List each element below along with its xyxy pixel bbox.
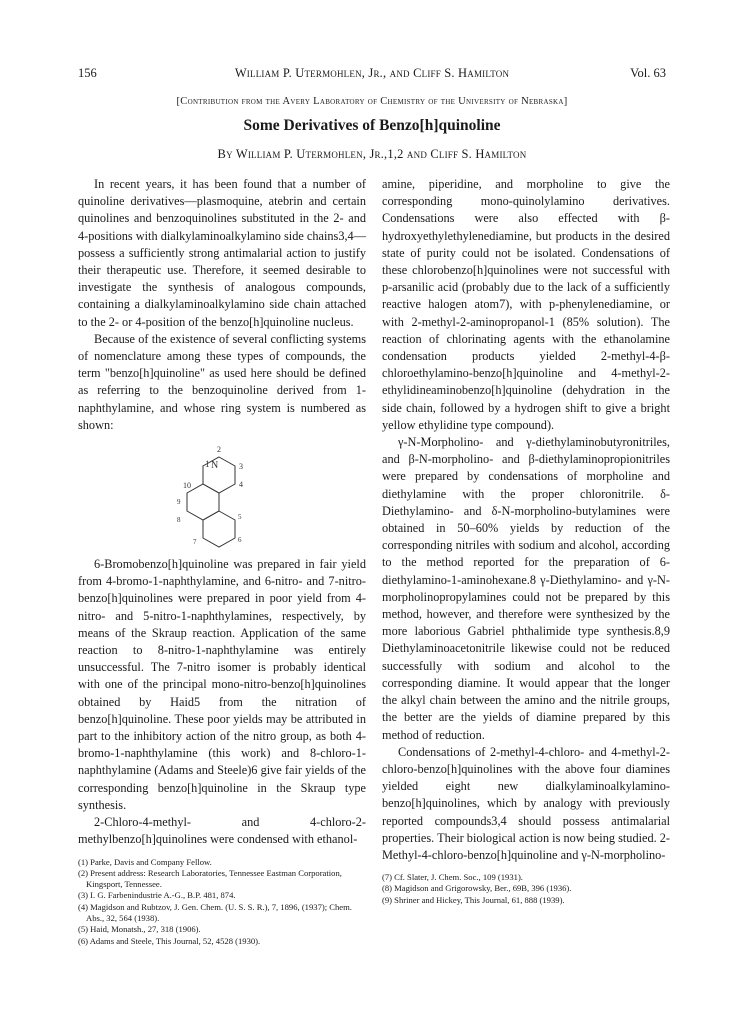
- label-5: 5: [238, 513, 242, 522]
- paragraph-nomenclature: Because of the existence of several conflicting systems of nomenclature among these types of compounds, the term "benzo[h]quinoline" as used here should be defined as referring to the benzoquinoline derived from 1-naphthylamine, and whose ring system is numbered as shown:: [78, 331, 366, 432]
- label-3: 3: [239, 462, 243, 472]
- footnote: (8) Magidson and Grigorowsky, Ber., 69B, 396 (1936).: [382, 883, 572, 894]
- ring-middle: [187, 484, 219, 520]
- paragraph-intro: In recent years, it has been found that a number of quinoline derivatives—plasmoquine, atebrin and certain quinolines and benzoquinolines substituted in the 2- and 4-positions with dialkylaminoalkylamino side chains3,4—possess a sufficiently strong antimalarial action to justify their therapeutic use. Therefore, it seemed desirable to investigate the synthesis of analogous compounds, containing a dialkylaminoalkylamino side chain attached to the 2- or 4-position of the benzo[h]quinoline nucleus.: [78, 177, 366, 329]
- label-4: 4: [239, 480, 243, 490]
- footnote: (6) Adams and Steele, This Journal, 52, 4528 (1930).: [78, 935, 261, 946]
- footnote: (5) Haid, Monatsh., 27, 318 (1906).: [78, 924, 201, 935]
- label-8: 8: [177, 516, 181, 525]
- ring-bottom: [203, 511, 235, 547]
- paragraph-condensations: Condensations of 2-methyl-4-chloro- and 4-methyl-2-chloro-benzo[h]quinolines with the above four diamines yielded eight new dialkylaminoalkylamino-benzo[h]quinolines, which by analogy with previously reported compounds3,4 should possess antimalarial properties. Their biological action is now being studied. 2-Methyl-4-chloro-benzo[h]quinoline and γ-N-morpholino-: [382, 744, 671, 862]
- label-9: 9: [177, 498, 181, 507]
- footnote: (2) Present address: Research Laboratories, Tennessee Eastman Corporation, Kingsport, Tennessee.: [78, 867, 342, 890]
- running-header: [78, 66, 666, 82]
- paragraph-continuation: amine, piperidine, and morpholine to give the corresponding mono-quinolylamino derivatives. Condensations were also effected with β-hydroxyethylethylenediamine, but products in the desired state of purity could not be isolated. Condensations of these chlorobenzo[h]quinolines were not successful with p-arsanilic acid (probably due to the lack of a sufficiently reactive halogen atom7), with p-phenylenediamine, or with 2-methyl-2-aminopropanol-1 (85% solution). The reaction of chlorinating agents with the ethanolamine condensation products yielded 2-methyl-4-β-chloroethylamino-benzo[h]quinoline and 4-methyl-2-ethylidineaminobenzo[h]quinoline (dehydration in the side chain, followed by a hydrogen shift to give a bright yellow ethylidine type compound).: [382, 177, 670, 432]
- page-number: 156: [78, 66, 97, 80]
- footnote: (4) Magidson and Rubtzov, J. Gen. Chem. (U. S. S. R.), 7, 1896, (1937); Chem. Abs., 32, 564 (1938).: [78, 901, 352, 923]
- footnote: (7) Cf. Slater, J. Chem. Soc., 109 (1931).: [382, 872, 523, 883]
- label-n: N: [211, 460, 219, 472]
- footnotes-left: [78, 857, 366, 947]
- left-column: [78, 176, 366, 947]
- benzoquinoline-structure-diagram: [167, 440, 277, 552]
- paragraph-nitriles: γ-N-Morpholino- and γ-diethylaminobutyronitriles, and β-N-morpholino- and β-diethylaminopropionitriles were prepared by condensations of morpholine and diethylamine with the proper chloronitrile. δ-Diethylamino- and δ-N-morpholino-butylamines were obtained in 50–60% yields by reduction of the corresponding nitriles with sodium and alcohol, according to the method reported for the preparation of 6-diethylamino-1-aminohexane.8 γ-Diethylamino- and γ-N-morpholinopropylamines could not be prepared by this method, however, and therefore were synthesized by the more laborious Gabriel phthalimide type synthesis.8,9 Diethylaminoacetonitrile likewise could not be reduced successfully with sodium and alcohol to the corresponding diamine. It would appear that the longer the alkyl chain between the amino and the nitrile groups, the better are the yields of diamine prepared by this method of reduction.: [382, 435, 670, 742]
- paragraph-skraup: 6-Bromobenzo[h]quinoline was prepared in fair yield from 4-bromo-1-naphthylamine, and 6-nitro- and 7-nitro-benzo[h]quinolines were prepared in poor yield from 4-nitro- and 5-nitro-1-naphthylamines, respectively, by means of the Skraup reaction. Application of the same reaction to 8-nitro-1-naphthylamine was entirely unsuccessful. The 7-nitro isomer is probably identical with one of the principal mono-nitro-benzo[h]quinolines obtained by Haid5 from the nitration of benzo[h]quinoline. These poor yields may be attributed in part to the inhibitory action of the nitro group, as both 4-bromo-1-naphthylamine (this work) and 8-chloro-1-naphthylamine (Adams and Steele)6 give fair yields of the corresponding benzo[h]quinoline in the Skraup type synthesis.: [78, 557, 366, 812]
- volume-label: Vol. 63: [630, 66, 666, 80]
- running-authors: William P. Utermohlen, Jr., and Cliff S. Hamilton: [234, 66, 510, 80]
- article-title: Some Derivatives of Benzo[h]quinoline: [243, 117, 501, 134]
- right-column: [382, 176, 670, 906]
- label-1: 1: [205, 459, 210, 470]
- label-6: 6: [238, 536, 242, 545]
- label-2: 2: [217, 445, 221, 455]
- paragraph-condensation-start: 2-Chloro-4-methyl- and 4-chloro-2-methylbenzo[h]quinolines were condensed with ethanol-: [78, 815, 366, 847]
- contribution-line: [Contribution from the Avery Laboratory of Chemistry of the University of Nebraska]: [176, 96, 568, 107]
- label-10: 10: [183, 481, 191, 491]
- footnotes-right: [382, 872, 670, 906]
- byline: By William P. Utermohlen, Jr.,1,2 and Cliff S. Hamilton: [217, 147, 527, 161]
- footnote: (3) I. G. Farbenindustrie A.-G., B.P. 481, 874.: [78, 890, 236, 901]
- footnote: (1) Parke, Davis and Company Fellow.: [78, 856, 212, 867]
- footnote: (9) Shriner and Hickey, This Journal, 61, 888 (1939).: [382, 894, 565, 905]
- label-7: 7: [193, 538, 197, 547]
